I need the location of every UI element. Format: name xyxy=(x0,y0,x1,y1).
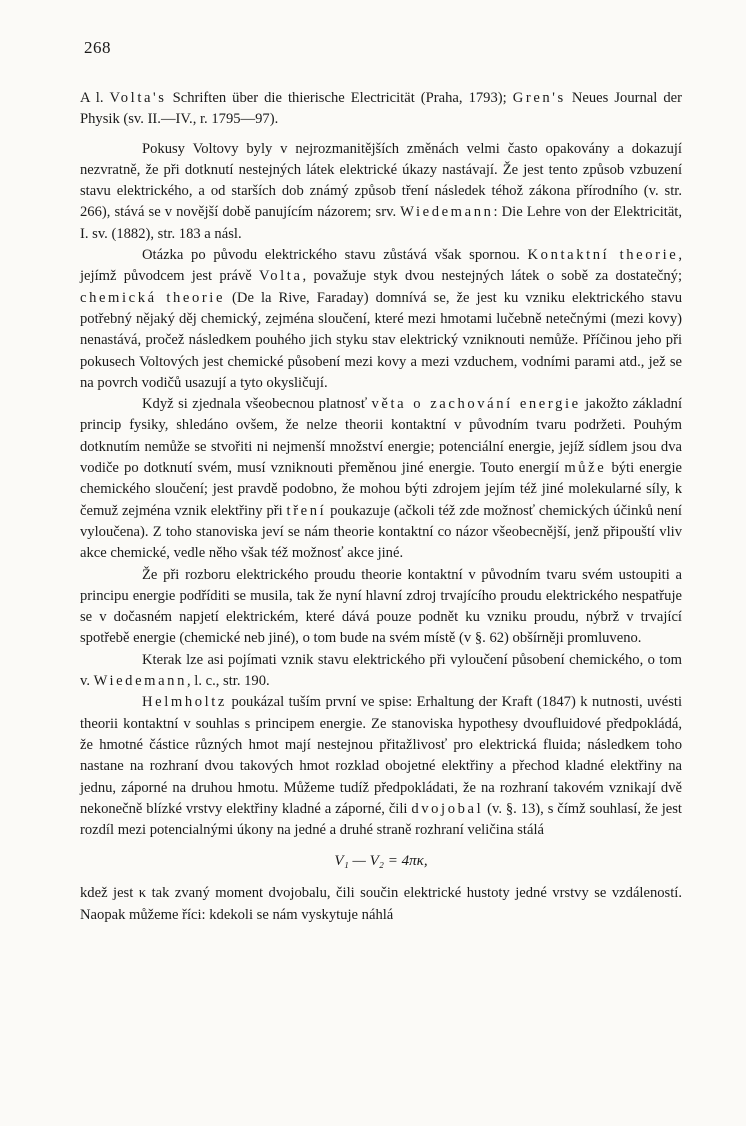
paragraph-1 xyxy=(80,139,682,245)
reference-paragraph xyxy=(80,88,682,131)
paragraph-6-text-end: (v. §. 13), s čímž souhlasí, že jest rozdíl mezi potencialnými úkony na jedné a druhé straně rozhraní veličina stálá xyxy=(80,800,682,839)
reference-text: Schriften über die thierische Electricität (Praha, 1793); xyxy=(166,90,513,106)
paragraph-1-text-end: : Die Lehre von der Elektricität, I. sv. (1882), str. 183 a násl. xyxy=(80,204,682,242)
paragraph-3-text-c: býti energie chemického sloučení; jest pravdě podobno, že mohou býti zdrojem jejím též jiné molekularné síly, k čemuž zejména vznik elektřiny při xyxy=(80,460,682,519)
paragraph-6 xyxy=(80,692,682,841)
author-wiedemann: Wiedemann xyxy=(400,204,494,221)
paragraph-7: kdež jest κ tak zvaný moment dvojobalu, čili součin elektrické hustoty jedné vrstvy se vzdáleností. Naopak můžeme říci: kdekoli se nám vyskytuje náhlá xyxy=(80,885,682,923)
term-veta-o-zachovani-energie: věta o zachování energie xyxy=(371,396,581,413)
page-number: 268 xyxy=(84,38,111,57)
paragraph-6-text: poukázal tuším první ve spise: Erhaltung der Kraft (1847) k nutnosti, uvésti theorii kontaktní v souhlas s principem energie. Ze stanoviska hypothesy dvoufluidové předpokládá, že hmotné částice různých hmot mají nestejnou přitažlivosť pro elektrická fluida; následkem toho nastane na rozhraní dvou takových hmot rozklad obojetné elektřiny a přechod kladné elektřiny na jednu, záporné na druhou hmotu. Můžeme tudíž předpokládati, že na rozhraní takovém vznikají dvě nekonečně blízké vrstvy elektřiny kladné a záporné, čili xyxy=(80,694,682,817)
paragraph-2-text-b: , jejímž původcem jest právě xyxy=(80,247,683,285)
author-wiedemann-2: Wiedemann xyxy=(93,673,187,690)
reference-prefix: A l. xyxy=(80,90,110,106)
paragraph-2-text: Otázka po původu elektrického stavu zůstává však spornou. xyxy=(142,247,528,264)
reference-author-gren: Gren's xyxy=(512,90,566,106)
paragraph-2-text-end: (De la Rive, Faraday) domnívá se, že jest ku vzniku elektrického stavu potřebný nějaký děj chemický, zejména sloučení, které mezi hmotami lučebně netečnými (mezi kovy) nenastává, pročež následkem pouhého jich styku stav elektrický vzniknouti nemůže. Příčinou jeho při pokusech Voltových jest chemické působení mezi kovy a mezi vzduchem, vodními parami atd., jež se na povrch vodičů usazují a tyto okysličují. xyxy=(80,289,682,391)
paragraph-2-text-c: , považuje styk dvou nestejných látek o sobě za dostatečný; xyxy=(302,268,682,285)
paragraph-2 xyxy=(80,245,682,394)
term-kontaktni-theorie: Kontaktní theorie xyxy=(527,247,679,264)
author-helmholtz: Helmholtz xyxy=(142,694,228,711)
paragraph-3-text-end: poukazuje (ačkoli též zde možnosť chemických účinků není vyloučena). Z toho stanoviska jeví se nám theorie kontaktní co názor všeobecnější, jenž připouští vliv akce chemické, vedle něho však též možnosť akce jiné. xyxy=(80,502,682,562)
formula: V₁ — V₂ = 4πκ, xyxy=(334,853,428,870)
paragraph-4: Že při rozboru elektrického proudu theorie kontaktní v původním tvaru svém ustoupiti a principu energie podříditi se musila, tak že nyní hlavní zdroj trvajícího proudu elektrického nespatřuje se v dočasném napjetí elektrickém, které dává pouze podnět ku vzniku proudu, nýbrž v trvající spotřebě energie (chemické neb jiné), o tom bude na svém místě (v §. 62) obšírněji promluveno. xyxy=(80,566,682,647)
term-chemicka-theorie: chemická theorie xyxy=(80,289,226,306)
paragraph-1-text: Pokusy Voltovy byly v nejrozmanitějších změnách velmi často opakovány a dokazují nezvratně, že při dotknutí nestejných látek elektrické úkazy nastávají. Že jest tento způsob vzbuzení stavu elektrického, a od starších dob známý způsob tření následek téhož zákona přírodního (v. str. 266), stává se v novější době panujícím názorem; srv. xyxy=(80,140,682,221)
term-muze: může xyxy=(564,460,607,477)
term-dvojobal: dvojobal xyxy=(411,800,484,817)
reference-author-volta: Volta's xyxy=(109,90,167,106)
paragraph-3-text-b: jakožto základní princip fysiky, shledáno ovšem, že nelze theorii kontaktní v původním tvaru podržeti. Pouhým dotknutím nemůže se stvořiti ni nejmenší množství energie; potenciální energie, jejíž sídlem jsou dva vodiče po dotknutí svém, musí vzniknouti přeměnou jiné energie. Touto energií xyxy=(80,396,683,477)
paragraph-5-text-end: , l. c., str. 190. xyxy=(186,673,270,690)
paragraph-5 xyxy=(80,650,682,693)
paragraph-3 xyxy=(80,394,682,564)
author-volta: Volta xyxy=(259,268,303,285)
reference-text-2: Neues Journal der Physik (sv. II.—IV., r. 1795—97). xyxy=(80,90,682,128)
term-treni: tření xyxy=(286,502,327,519)
paragraph-3-text: Když si zjednala všeobecnou platnosť xyxy=(142,396,372,413)
paragraph-5-text: Kterak lze asi pojímati vznik stavu elektrického při vyloučení působení chemického, o tom v. xyxy=(80,651,682,690)
